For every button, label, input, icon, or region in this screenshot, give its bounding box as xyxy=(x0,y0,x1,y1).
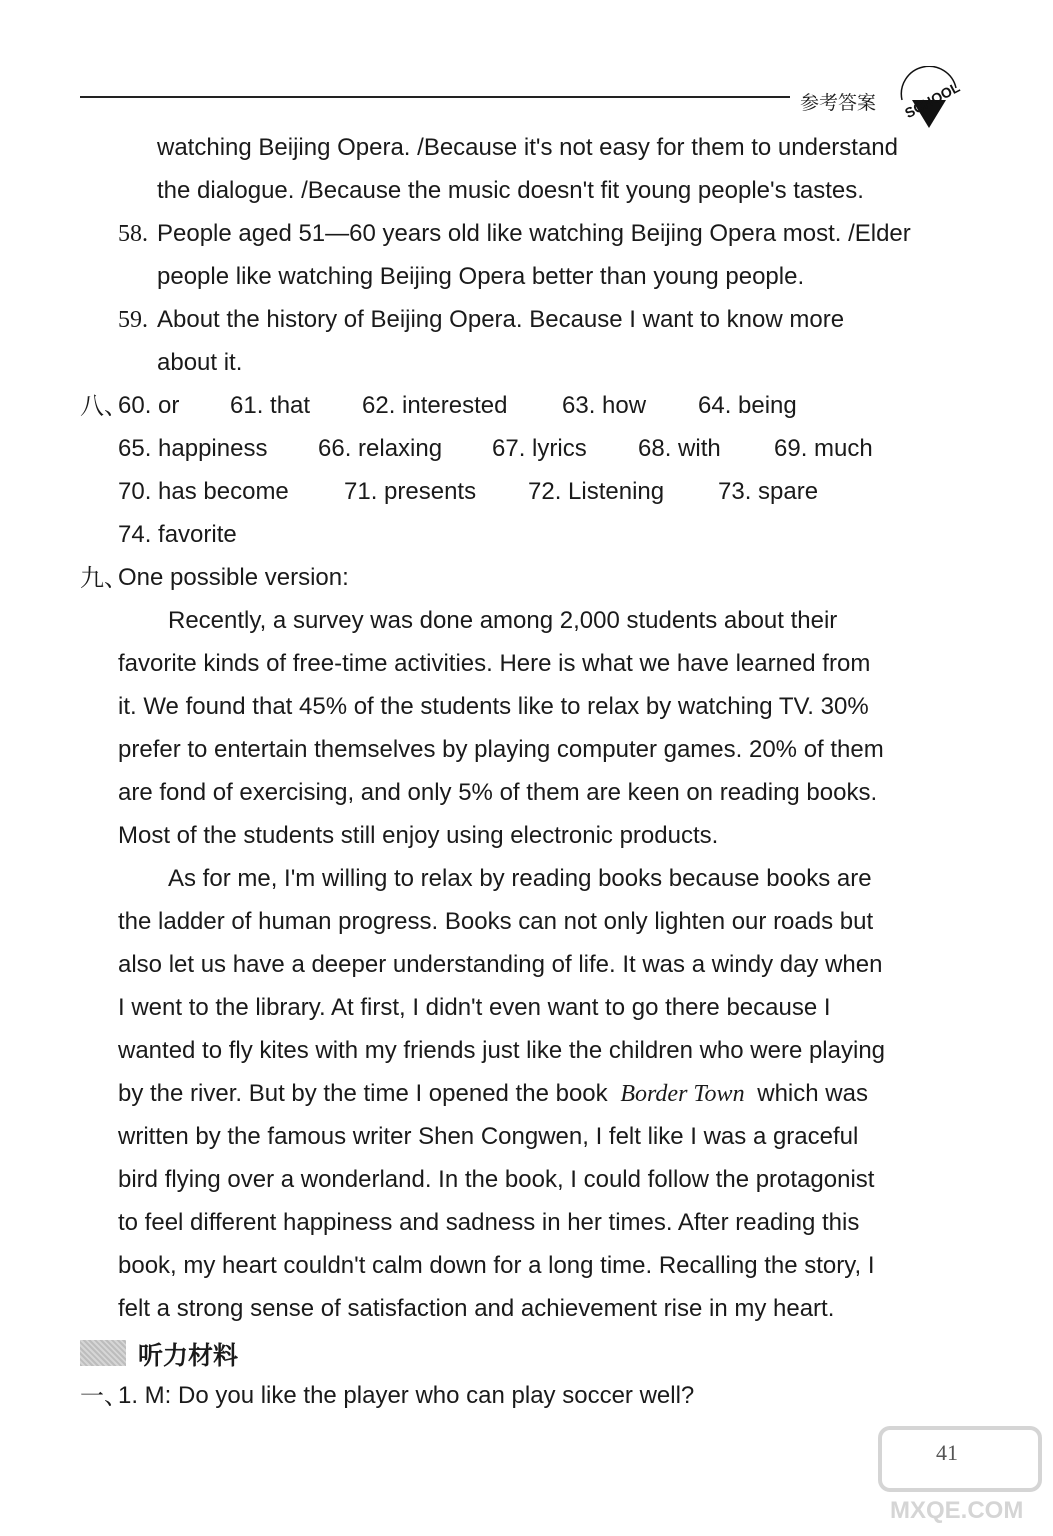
essay-p2-line-5: wanted to fly kites with my friends just like the children who were playing xyxy=(118,1037,886,1064)
header-label: 参考答案 xyxy=(800,92,877,114)
question-58-number: 58. xyxy=(118,221,148,247)
section-9-intro: One possible version: xyxy=(118,564,349,591)
essay-p2-line-7: written by the famous writer Shen Congwen, I felt like I was a graceful xyxy=(118,1123,859,1150)
answer-59-line-1: About the history of Beijing Opera. Because I want to know more xyxy=(157,306,845,333)
answer-63: 63. how xyxy=(562,392,647,419)
answer-58-line-1: People aged 51—60 years old like watching Beijing Opera most. /Elder xyxy=(157,220,911,247)
answer-58-line-2: people like watching Beijing Opera better than young people. xyxy=(157,263,805,290)
answer-67: 67. lyrics xyxy=(492,435,587,462)
essay-p2-line-4: I went to the library. At first, I didn't even want to go there because I xyxy=(118,994,831,1021)
essay-p2-line-6-text: by the river. But by the time I opened the book xyxy=(118,1080,608,1107)
answer-68: 68. with xyxy=(638,435,721,462)
essay-p2-line-11: felt a strong sense of satisfaction and achievement rise in my heart. xyxy=(118,1295,835,1322)
page-number: 41 xyxy=(936,1440,958,1465)
answer-65: 65. happiness xyxy=(118,435,268,462)
essay-p1-line-1: Recently, a survey was done among 2,000 students about their xyxy=(168,607,838,634)
answer-64: 64. being xyxy=(698,392,797,419)
essay-p2-line-6-tail: which was xyxy=(757,1080,868,1107)
answer-57-line-2: the dialogue. /Because the music doesn't fit young people's tastes. xyxy=(157,177,864,204)
listening-line-1: 1. M: Do you like the player who can play soccer well? xyxy=(118,1382,695,1409)
essay-p2-line-2: the ladder of human progress. Books can not only lighten our roads but xyxy=(118,908,874,935)
answer-72: 72. Listening xyxy=(528,478,665,505)
listening-section-mark: 一、 xyxy=(80,1382,128,1410)
essay-p2-line-1: As for me, I'm willing to relax by reading books because books are xyxy=(168,865,872,892)
essay-p2-line-8: bird flying over a wonderland. In the book, I could follow the protagonist xyxy=(118,1166,875,1193)
answer-57-line-1: watching Beijing Opera. /Because it's not easy for them to understand xyxy=(157,134,898,161)
answer-66: 66. relaxing xyxy=(318,435,443,462)
answer-60: 60. or xyxy=(118,392,180,419)
watermark-logo-icon xyxy=(872,1420,1047,1530)
answer-62: 62. interested xyxy=(362,392,508,419)
essay-p2-line-6 xyxy=(118,1082,868,1106)
listening-header-box xyxy=(80,1340,126,1366)
answer-59-line-2: about it. xyxy=(157,349,243,376)
svg-text:SCHOOL: SCHOOL xyxy=(901,78,963,122)
answer-71: 71. presents xyxy=(344,478,477,505)
essay-p2-line-10: book, my heart couldn't calm down for a long time. Recalling the story, I xyxy=(118,1252,875,1279)
essay-p1-line-5: are fond of exercising, and only 5% of them are keen on reading books. xyxy=(118,779,878,806)
essay-p1-line-3: it. We found that 45% of the students like to relax by watching TV. 30% xyxy=(118,693,869,720)
essay-p2-line-3: also let us have a deeper understanding of life. It was a windy day when xyxy=(118,951,883,978)
answer-69: 69. much xyxy=(774,435,873,462)
svg-text:MXQE.COM: MXQE.COM xyxy=(890,1497,1024,1524)
answer-73: 73. spare xyxy=(718,478,819,505)
listening-title: 听力材料 xyxy=(138,1341,239,1370)
answer-70: 70. has become xyxy=(118,478,289,505)
section-9-mark: 九、 xyxy=(80,564,128,592)
essay-p1-line-6: Most of the students still enjoy using electronic products. xyxy=(118,822,719,849)
essay-p1-line-2: favorite kinds of free-time activities. Here is what we have learned from xyxy=(118,650,871,677)
answer-74: 74. favorite xyxy=(118,521,237,548)
question-59-number: 59. xyxy=(118,307,148,333)
header-rule xyxy=(80,96,790,98)
section-8-mark: 八、 xyxy=(80,392,128,420)
book-title: Border Town xyxy=(620,1081,745,1107)
essay-p2-line-9: to feel different happiness and sadness in her times. After reading this xyxy=(118,1209,860,1236)
school-logo-icon xyxy=(894,66,964,132)
essay-p1-line-4: prefer to entertain themselves by playing computer games. 20% of them xyxy=(118,736,884,763)
answer-61: 61. that xyxy=(230,392,311,419)
